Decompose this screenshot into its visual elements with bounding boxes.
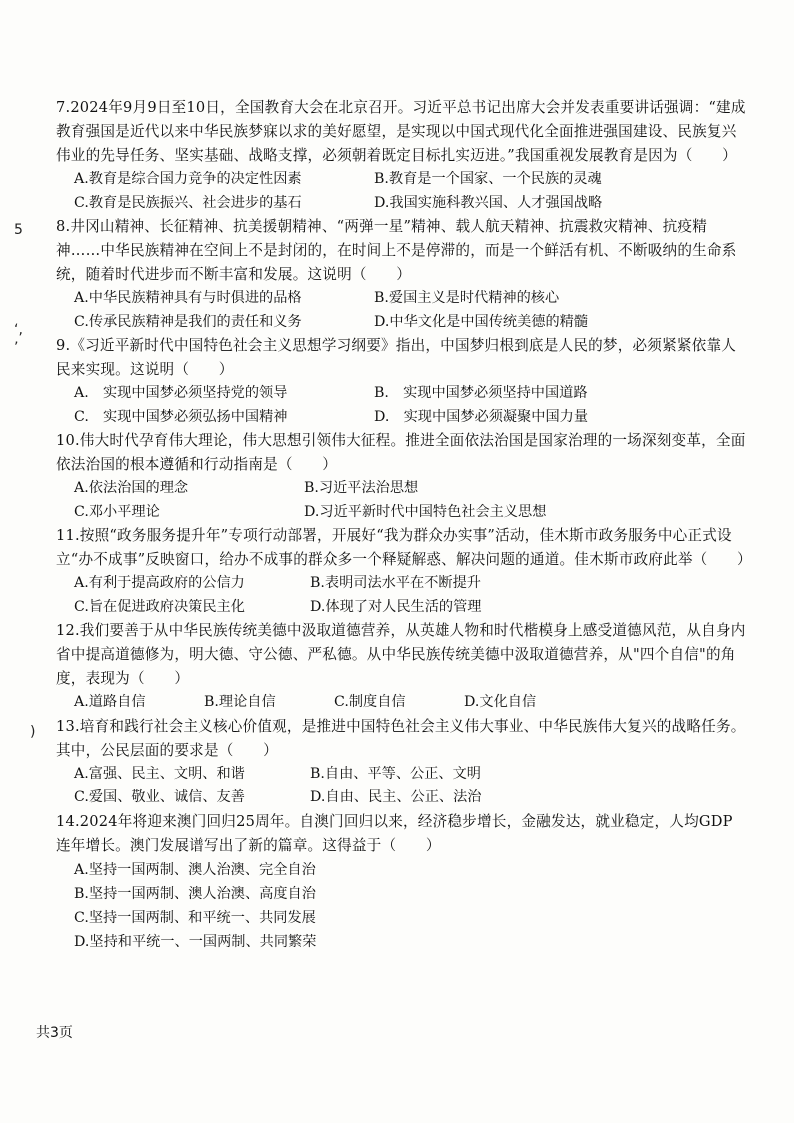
option-b: B.坚持一国两制、澳人治澳、高度自治 xyxy=(74,885,316,902)
question-stem: 12.我们要善于从中华民族传统美德中汲取道德营养，从英雄人物和时代楷模身上感受道德风范，从自身内省中提高道德修为，明大德、守公德、严私德。从中华民族传统美德中汲取道德营养，从"四个自信"的角度，表现为（ ） xyxy=(56,622,746,687)
question-14 xyxy=(56,810,746,954)
option-c: C.制度自信 xyxy=(334,694,406,710)
option-d: D. 实现中国梦必须凝聚中国力量 xyxy=(374,408,589,425)
margin-mark: ’ xyxy=(14,340,19,356)
option-a: A.教育是综合国力竞争的决定性因素 xyxy=(74,171,302,187)
option-d: D.自由、民主、公正、法治 xyxy=(310,789,482,805)
option-row xyxy=(56,168,746,192)
option-c: C.教育是民族振兴、社会进步的基石 xyxy=(74,194,302,211)
page-count: 共3页 xyxy=(36,1025,73,1041)
option-row xyxy=(56,596,746,620)
question-stem: 10.伟大时代孕育伟大理论，伟大思想引领伟大征程。推进全面依法治国是国家治理的一场深刻变革，全面依法治国的根本遵循和行动指南是（ ） xyxy=(56,432,746,473)
option-d: D.坚持和平统一、一国两制、共同繁荣 xyxy=(74,933,317,950)
question-stem: 11.按照“政务服务提升年”专项行动部署，开展好“我为群众办实事”活动，佳木斯市政务服务中心正式设立“办不成事”反映窗口，给办不成事的群众多一个释疑解惑、解决问题的通道。佳木斯市政府此举（ ） xyxy=(56,527,752,568)
option-row xyxy=(56,477,746,501)
option-c: C.爱国、敬业、诚信、友善 xyxy=(74,789,245,805)
option-row xyxy=(56,763,746,787)
option-b: B.理论自信 xyxy=(204,694,276,710)
margin-mark: ‘, xyxy=(14,322,23,338)
option-row xyxy=(56,311,746,335)
option-b: B.自由、平等、公正、文明 xyxy=(310,765,481,782)
option-d: D.体现了对人民生活的管理 xyxy=(310,598,482,615)
question-stem: 13.培育和践行社会主义核心价值观，是推进中国特色社会主义伟大事业、中华民族伟大复兴的战略任务。其中，公民层面的要求是（ ） xyxy=(56,717,746,759)
option-row xyxy=(56,501,746,525)
option-row xyxy=(56,382,746,406)
question-9 xyxy=(56,334,746,429)
option-row xyxy=(56,406,746,430)
option-row xyxy=(56,786,746,810)
question-8 xyxy=(56,215,746,334)
option-b: B.教育是一个国家、一个民族的灵魂 xyxy=(374,171,602,187)
question-10 xyxy=(56,429,746,524)
option-a: A. 实现中国梦必须坚持党的领导 xyxy=(74,385,288,401)
option-d: D.我国实施科教兴国、人才强国战略 xyxy=(374,194,603,211)
question-stem: 14.2024年将迎来澳门回归25周年。自澳门回归以来，经济稳步增长，金融发达，就业稳定，人均GDP连年增长。澳门发展谱写出了新的篇章。这得益于（ ） xyxy=(56,812,733,854)
option-row xyxy=(56,192,746,216)
option-b: B.习近平法治思想 xyxy=(304,480,419,496)
option-b: B.表明司法水平在不断提升 xyxy=(310,575,481,591)
option-row xyxy=(56,691,746,715)
question-13 xyxy=(56,715,746,810)
option-row xyxy=(56,287,746,311)
question-7 xyxy=(56,96,746,215)
option-a: A.依法治国的理念 xyxy=(74,480,189,496)
margin-mark: ) xyxy=(30,724,36,740)
option-c: C. 实现中国梦必须弘扬中国精神 xyxy=(74,408,288,425)
option-c: C.传承民族精神是我们的责任和义务 xyxy=(74,313,302,330)
option-c: C.坚持一国两制、和平统一、共同发展 xyxy=(74,909,316,926)
option-b: B.爱国主义是时代精神的核心 xyxy=(374,290,560,306)
margin-mark: 5 xyxy=(14,222,23,238)
question-list xyxy=(56,96,752,954)
option-a: A.道路自信 xyxy=(74,694,146,710)
question-stem: 9.《习近平新时代中国特色社会主义思想学习纲要》指出，中国梦归根到底是人民的梦，必须紧紧依靠人民来实现。这说明（ ） xyxy=(56,337,737,378)
option-row xyxy=(56,572,746,596)
option-c: C.旨在促进政府决策民主化 xyxy=(74,598,245,615)
question-11 xyxy=(56,524,752,619)
option-a: A.有利于提高政府的公信力 xyxy=(74,575,245,591)
question-12 xyxy=(56,619,746,715)
option-d: D.习近平新时代中国特色社会主义思想 xyxy=(304,503,547,520)
option-c: C.邓小平理论 xyxy=(74,503,160,520)
option-a: A.中华民族精神具有与时俱进的品格 xyxy=(74,290,302,306)
question-stem: 8.井冈山精神、长征精神、抗美援朝精神、“两弹一星”精神、载人航天精神、抗震救灾精神、抗疫精神……中华民族精神在空间上不是封闭的，在时间上不是停滞的，而是一个鲜活有机、不断吸纳的生命系统，随着时代进步而不断丰富和发展。这说明（ ） xyxy=(56,218,737,283)
option-d: D.文化自信 xyxy=(464,694,537,710)
question-stem: 7.2024年9月9日至10日，全国教育大会在北京召开。习近平总书记出席大会并发表重要讲话强调：“建成教育强国是近代以来中华民族梦寐以求的美好愿望，是实现以中国式现代化全面推进强国建设、民族复兴伟业的先导任务、坚实基础、战略支撑，必须朝着既定目标扎实迈进。”我国重视发展教育是因为（ ） xyxy=(56,99,746,164)
option-a: A.富强、民主、文明、和谐 xyxy=(74,765,245,782)
option-a: A.坚持一国两制、澳人治澳、完全自治 xyxy=(74,861,316,878)
option-d: D.中华文化是中国传统美德的精髓 xyxy=(374,313,589,330)
option-b: B. 实现中国梦必须坚持中国道路 xyxy=(374,385,588,401)
